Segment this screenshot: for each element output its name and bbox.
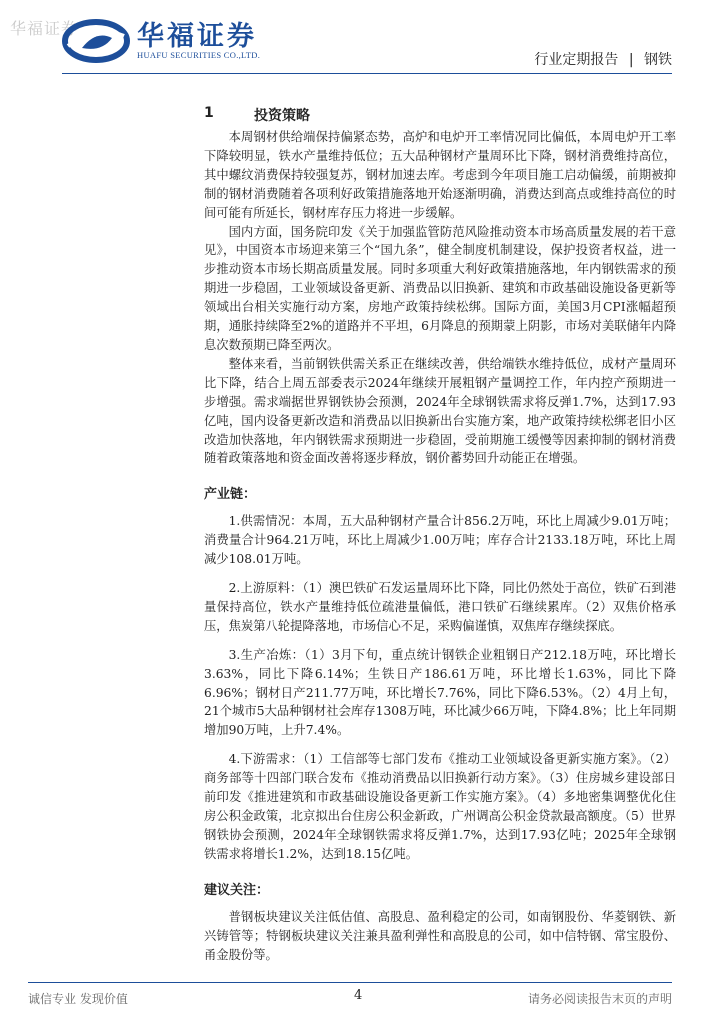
section-number: 1 xyxy=(204,105,214,121)
chain-item-supply-demand: 1.供需情况：本周，五大品种钢材产量合计856.2万吨，环比上周减少9.01万吨；消费量合计964.21万吨，环比上周减少1.00万吨；库存合计2133.18万吨，环比上周减少108.01万吨。 xyxy=(204,514,676,567)
chain-item-production: 3.生产冶炼：（1）3月下旬，重点统计钢铁企业粗钢日产212.18万吨，环比增长3.63%，同比下降6.14%；生铁日产186.61万吨，环比增长1.63%，同比下降6.96%；钢材日产211.77万吨，环比增长7.76%，同比下降6.53%。（2）4月上旬，21个城市5大品种钢材社会库存1308万吨，环比减少66万吨，下降4.8%；比上年同期增加90万吨，上升7.4%。 xyxy=(204,647,676,738)
report-type: 行业定期报告 xyxy=(534,52,619,68)
chain-item-raw-materials: 2.上游原料：（1）澳巴铁矿石发运量周环比下降，同比仍然处于高位，铁矿石到港量保持高位，铁水产量维持低位疏港量偏低，港口铁矿石继续累库。（2）双焦价格承压，焦炭第八轮提降落地，市场信心不足，采购偏谨慎，双焦库存继续探底。 xyxy=(204,581,676,633)
footer-divider xyxy=(28,982,672,983)
header-separator: | xyxy=(628,52,634,68)
chain-item-downstream: 4.下游需求：（1）工信部等七部门发布《推动工业领域设备更新实施方案》。（2）商务部等十四部门联合发布《推动消费品以旧换新行动方案》。（3）住房城乡建设部日前印发《推进建筑和市政基础设施设备更新工作实施方案》。（4）多地密集调整优化住房公积金政策，北京拟出台住房公积金新政，广州调高公积金贷款最高额度。（5）世界钢铁协会预测，2024年全球钢铁需求将反弹1.7%，达到17.93亿吨；2025年全球钢铁需求将增长1.2%，达到18.15亿吨。 xyxy=(204,752,676,861)
footer-slogan: 诚信专业 发现价值 xyxy=(28,992,128,1006)
chain-heading: 产业链： xyxy=(204,487,257,503)
industry-name: 钢铁 xyxy=(644,52,672,68)
logo-name-en: HUAFU SECURITIES CO.,LTD. xyxy=(137,50,261,60)
watermark-text: 华福证券 xyxy=(10,19,79,38)
recommend-heading: 建议关注： xyxy=(204,882,270,898)
footer-disclaimer: 请务必阅读报告末页的声明 xyxy=(527,992,672,1006)
paragraph-steel-supply: 本周钢材供给端保持偏紧态势，高炉和电炉开工率情况同比偏低，本周电炉开工率下降较明显，铁水产量维持低位；五大品种钢材产量周环比下降，钢材消费维持高位，其中螺纹消费保持较强复苏，钢材加速去库。考虑到今年项目施工启动偏缓，前期被抑制的钢材消费随着各项利好政策措施落地开始逐渐明确，消费达到高点或维持高位的时间可能有所延长，钢材库存压力将进一步缓解。 xyxy=(204,130,676,220)
section-title: 投资策略 xyxy=(254,108,310,124)
header-divider xyxy=(62,73,672,74)
section-heading xyxy=(204,105,676,125)
logo-name-cn: 华福证券 xyxy=(137,21,257,52)
report-header-info xyxy=(534,49,672,69)
company-logo xyxy=(62,14,272,70)
paragraph-macro: 国内方面，国务院印发《关于加强监管防范风险推动资本市场高质量发展的若干意见》，中国资本市场迎来第三个“国九条”，健全制度机制建设，保护投资者权益，进一步推动资本市场长期高质量发展。同时多项重大利好政策措施落地，年内钢铁需求的预期进一步稳固，工业领域设备更新、消费品以旧换新、建筑和市政基础设施设备更新等领域出台相关实施行动方案，房地产政策持续松绑。国际方面，美国3月CPI涨幅超预期，通胀持续降至2%的道路并不平坦，6月降息的预期蒙上阴影，市场对美联储年内降息次数预期已降至两次。 xyxy=(204,224,676,352)
recommend-text: 普钢板块建议关注低估值、高股息、盈利稳定的公司，如南钢股份、华菱钢铁、新兴铸管等；特钢板块建议关注兼具盈利弹性和高股息的公司，如中信特钢、常宝股份、甬金股份等。 xyxy=(204,909,676,962)
paragraph-summary: 整体来看，当前钢铁供需关系正在继续改善，供给端铁水维持低位，成材产量周环比下降，结合上周五部委表示2024年继续开展粗钢产量调控工作，年内控产预期进一步增强。需求端据世界钢铁协会预测，2024年全球钢铁需求将反弹1.7%，达到17.93亿吨，国内设备更新改造和消费品以旧换新出台实施方案，地产政策持续松绑老旧小区改造加快落地，年内钢铁需求预期进一步稳固，受前期施工缓慢等因素抑制的钢材消费随着政策落地和资金面改善将逐步释放，钢价蓄势回升动能正在增强。 xyxy=(204,356,676,466)
page-number: 4 xyxy=(354,988,363,1003)
logo-emblem-icon xyxy=(62,18,130,64)
report-body xyxy=(204,105,676,964)
